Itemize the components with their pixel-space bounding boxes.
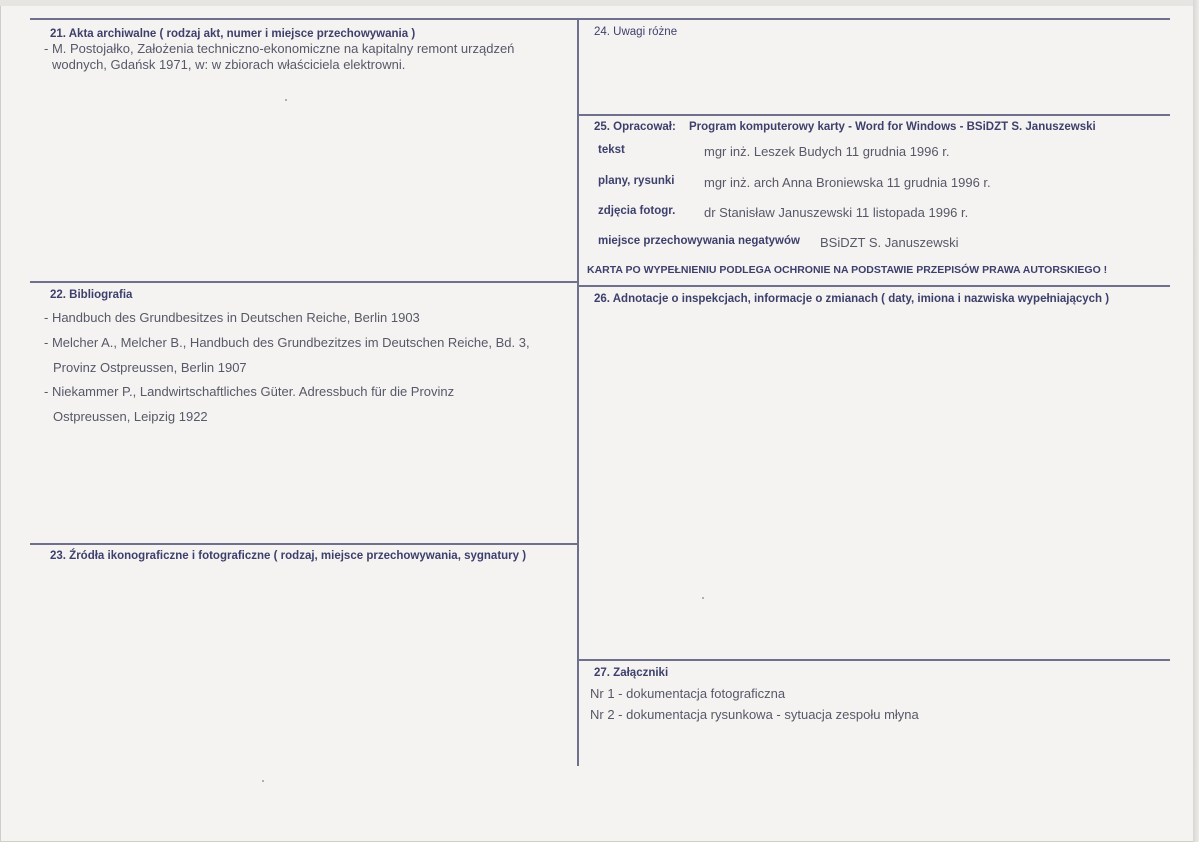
s25-label-plans: plany, rysunki xyxy=(598,175,675,187)
s23-heading: 23. Źródła ikonograficzne i fotograficzne ( rodzaj, miejsce przechowywania, sygnatury ) xyxy=(50,550,527,562)
s22-item-3: Provinz Ostpreussen, Berlin 1907 xyxy=(53,360,247,375)
s21-heading: 21. Akta archiwalne ( rodzaj akt, numer i miejsce przechowywania ) xyxy=(50,28,416,40)
divider-24-25 xyxy=(578,114,1170,116)
s24-heading: 24. Uwagi różne xyxy=(594,26,678,38)
s27-item-2: Nr 2 - dokumentacja rysunkowa - sytuacja zespołu młyna xyxy=(590,707,919,722)
s21-line2: wodnych, Gdańsk 1971, w: w zbiorach właściciela elektrowni. xyxy=(52,57,406,72)
divider-21-22 xyxy=(30,281,578,283)
s25-value-text: mgr inż. Leszek Budych 11 grudnia 1996 r. xyxy=(704,144,950,159)
s22-item-4: - Niekammer P., Landwirtschaftliches Güter. Adressbuch für die Provinz xyxy=(44,384,455,399)
s27-heading: 27. Załączniki xyxy=(594,667,669,679)
s22-item-2: - Melcher A., Melcher B., Handbuch des Grundbezitzes im Deutschen Reiche, Bd. 3, xyxy=(44,335,530,350)
s26-heading: 26. Adnotacje o inspekcjach, informacje o zmianach ( daty, imiona i nazwiska wypełniających ) xyxy=(594,293,1110,305)
s22-item-5: Ostpreussen, Leipzig 1922 xyxy=(53,409,208,424)
s22-item-1: - Handbuch des Grundbesitzes in Deutschen Reiche, Berlin 1903 xyxy=(44,310,420,325)
s25-label-negatives: miejsce przechowywania negatywów xyxy=(598,235,800,247)
s25-heading: 25. Opracował: xyxy=(594,121,676,133)
top-rule xyxy=(30,18,1170,20)
divider-22-23 xyxy=(30,543,578,545)
scan-speck xyxy=(262,780,264,782)
s25-value-photos: dr Stanisław Januszewski 11 listopada 1996 r. xyxy=(704,205,969,220)
top-edge xyxy=(0,0,1199,6)
divider-25-26 xyxy=(578,285,1170,287)
s25-label-photos: zdjęcia fotogr. xyxy=(598,205,676,217)
s27-item-1: Nr 1 - dokumentacja fotograficzna xyxy=(590,686,786,701)
s25-label-text: tekst xyxy=(598,144,625,156)
divider-26-27 xyxy=(578,659,1170,661)
s25-program: Program komputerowy karty - Word for Windows - BSiDZT S. Januszewski xyxy=(689,121,1096,133)
s25-value-negatives: BSiDZT S. Januszewski xyxy=(820,235,959,250)
s25-value-plans: mgr inż. arch Anna Broniewska 11 grudnia 1996 r. xyxy=(704,175,991,190)
center-divider xyxy=(577,18,579,766)
scan-speck xyxy=(702,597,704,599)
right-edge xyxy=(1193,0,1199,842)
s21-line1: - M. Postojałko, Założenia techniczno-ekonomiczne na kapitalny remont urządzeń xyxy=(44,41,515,56)
scan-speck xyxy=(285,99,287,101)
s22-heading: 22. Bibliografia xyxy=(50,289,133,301)
copyright-notice: KARTA PO WYPEŁNIENIU PODLEGA OCHRONIE NA PODSTAWIE PRZEPISÓW PRAWA AUTORSKIEGO ! xyxy=(587,264,1108,276)
